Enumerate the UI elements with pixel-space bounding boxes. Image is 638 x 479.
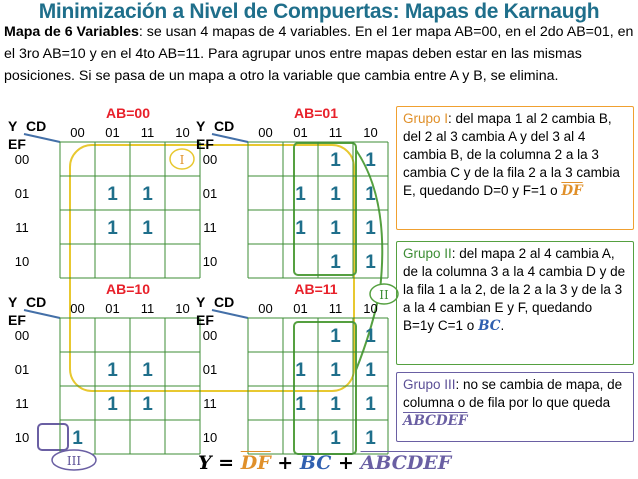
cell-one: 1 <box>295 360 306 381</box>
axis-diagonal <box>24 310 60 318</box>
cell-one: 1 <box>107 394 118 415</box>
col-label: 01 <box>105 125 120 140</box>
cell-one: 1 <box>142 360 153 381</box>
cell-one: 1 <box>295 218 306 239</box>
equation-lhs: Y = <box>198 452 241 474</box>
equation <box>198 452 451 474</box>
group-i-box <box>396 106 634 230</box>
page-title: Minimización a Nivel de Compuertas: Mapas de Karnaugh <box>38 0 600 23</box>
cell-one: 1 <box>365 150 376 171</box>
col-label: 01 <box>105 301 120 316</box>
group-iii-text: : no se cambia de mapa, de columna o de fila por lo que queda <box>403 377 623 410</box>
cell-one: 1 <box>330 184 341 205</box>
group-ii-top <box>294 143 356 275</box>
row-label: 11 <box>15 220 29 235</box>
row-label: 01 <box>14 186 30 201</box>
row-label: 00 <box>202 152 218 167</box>
cell-one: 1 <box>330 218 341 239</box>
col-label: 00 <box>70 125 85 140</box>
row-label: 01 <box>202 362 218 377</box>
equation-plus-1: + <box>270 452 300 474</box>
axis-cd: CD <box>26 118 47 134</box>
cell-one: 1 <box>330 394 341 415</box>
equation-term-1: $\overline{DF}$ <box>240 452 271 474</box>
col-label: 01 <box>293 301 308 316</box>
cell-one: 1 <box>365 394 376 415</box>
col-label: 00 <box>258 301 273 316</box>
cell-one: 1 <box>295 394 306 415</box>
group-iii-outline <box>38 424 68 450</box>
map-label: AB=10 <box>106 281 150 297</box>
group-ii-text: : del mapa 2 al 4 cambia A, de la columna 3 a la 4 cambia D y de la fila 1 a la 2, de la 2 a la 3 y de la 3 a la 4 cambian E y F, quedando B=1y C=1 o <box>403 246 626 333</box>
row-label: 00 <box>14 328 30 343</box>
cell-one: 1 <box>142 218 153 239</box>
col-label: 00 <box>258 125 273 140</box>
col-label: 10 <box>363 125 378 140</box>
row-label: 01 <box>14 362 30 377</box>
col-label: 10 <box>175 125 190 140</box>
axis-diagonal <box>212 310 248 318</box>
row-label: 11 <box>15 396 29 411</box>
row-label: 10 <box>202 430 218 445</box>
cell-one: 1 <box>365 428 376 449</box>
axis-diagonal <box>24 134 60 142</box>
map-label: AB=00 <box>106 105 150 121</box>
col-label: 11 <box>328 301 343 316</box>
cell-one: 1 <box>330 326 341 347</box>
cell-one: 1 <box>365 184 376 205</box>
axis-ef: EF <box>8 312 26 328</box>
group-i-name: Grupo I <box>403 111 449 126</box>
intro-bold: Mapa de 6 Variables <box>4 24 139 40</box>
col-label: 10 <box>175 301 190 316</box>
cell-one: 1 <box>330 150 341 171</box>
axis-ef: EF <box>196 136 214 152</box>
cell-one: 1 <box>107 360 118 381</box>
group-i-tag-label: I <box>179 153 185 167</box>
cell-one: 1 <box>107 218 118 239</box>
cell-one: 1 <box>295 184 306 205</box>
cell-one: 1 <box>72 428 83 449</box>
col-label: 11 <box>140 125 155 140</box>
equation-term-2: BC <box>299 452 332 474</box>
col-label: 11 <box>328 125 343 140</box>
col-label: 11 <box>140 301 155 316</box>
group-ii-end: . <box>500 318 505 333</box>
group-iii-term: ABCDEF <box>403 413 468 429</box>
cell-one: 1 <box>107 184 118 205</box>
group-iii-tag-label: III <box>66 454 82 468</box>
cell-one: 1 <box>142 394 153 415</box>
cell-one: 1 <box>330 360 341 381</box>
map-label: AB=11 <box>294 281 338 297</box>
row-label: 10 <box>202 254 218 269</box>
axis-cd: CD <box>214 294 235 310</box>
group-ii-term: BC <box>478 318 501 334</box>
group-ii-name: Grupo II <box>403 246 452 261</box>
axis-diagonal <box>212 134 248 142</box>
row-label: 11 <box>203 396 217 411</box>
group-iii-box <box>396 372 634 442</box>
axis-cd: CD <box>214 118 235 134</box>
axis-cd: CD <box>26 294 47 310</box>
group-i-text: : del mapa 1 al 2 cambia B, del 2 al 3 cambia A y del 3 al 4 cambia B, de la columna 2 a la 3 cambia C y de la fila 2 a la 3 cambia E, quedando D=0 y F=1 o <box>403 111 620 198</box>
cell-one: 1 <box>365 360 376 381</box>
map-label: AB=01 <box>294 105 338 121</box>
cell-one: 1 <box>142 184 153 205</box>
group-ii-bottom <box>294 322 356 454</box>
row-label: 10 <box>14 254 30 269</box>
col-label: 01 <box>293 125 308 140</box>
axis-y: Y <box>196 294 206 310</box>
axis-y: Y <box>196 118 206 134</box>
group-i-term: $\overline{DF}$ <box>561 183 583 199</box>
col-label: 10 <box>363 301 378 316</box>
row-label: 10 <box>14 430 30 445</box>
row-label: 11 <box>203 220 217 235</box>
intro-body: : se usan 4 mapas de 4 variables. En el 1er mapa AB=00, en el 2do AB=01, en el 3ro AB=10 y en el 4to AB=11. Para agrupar unos entre mapas deben estar en las mismas posiciones. Si se pasa de un mapa a otro la variable que cambia entre A y B, se elimina. <box>4 24 634 84</box>
group-ii-box <box>396 241 634 365</box>
row-label: 00 <box>14 152 30 167</box>
equation-plus-2: + <box>331 452 361 474</box>
axis-ef: EF <box>8 136 26 152</box>
row-label: 01 <box>202 186 218 201</box>
axis-ef: EF <box>196 312 214 328</box>
cell-one: 1 <box>330 428 341 449</box>
cell-one: 1 <box>365 252 376 273</box>
axis-y: Y <box>8 118 18 134</box>
equation-term-3: ABCDEF <box>360 452 452 474</box>
cell-one: 1 <box>365 218 376 239</box>
group-iii-name: Grupo III <box>403 377 456 392</box>
cell-one: 1 <box>365 326 376 347</box>
row-label: 00 <box>202 328 218 343</box>
col-label: 00 <box>70 301 85 316</box>
axis-y: Y <box>8 294 18 310</box>
cell-one: 1 <box>330 252 341 273</box>
group-ii-tag-label: II <box>379 288 389 302</box>
